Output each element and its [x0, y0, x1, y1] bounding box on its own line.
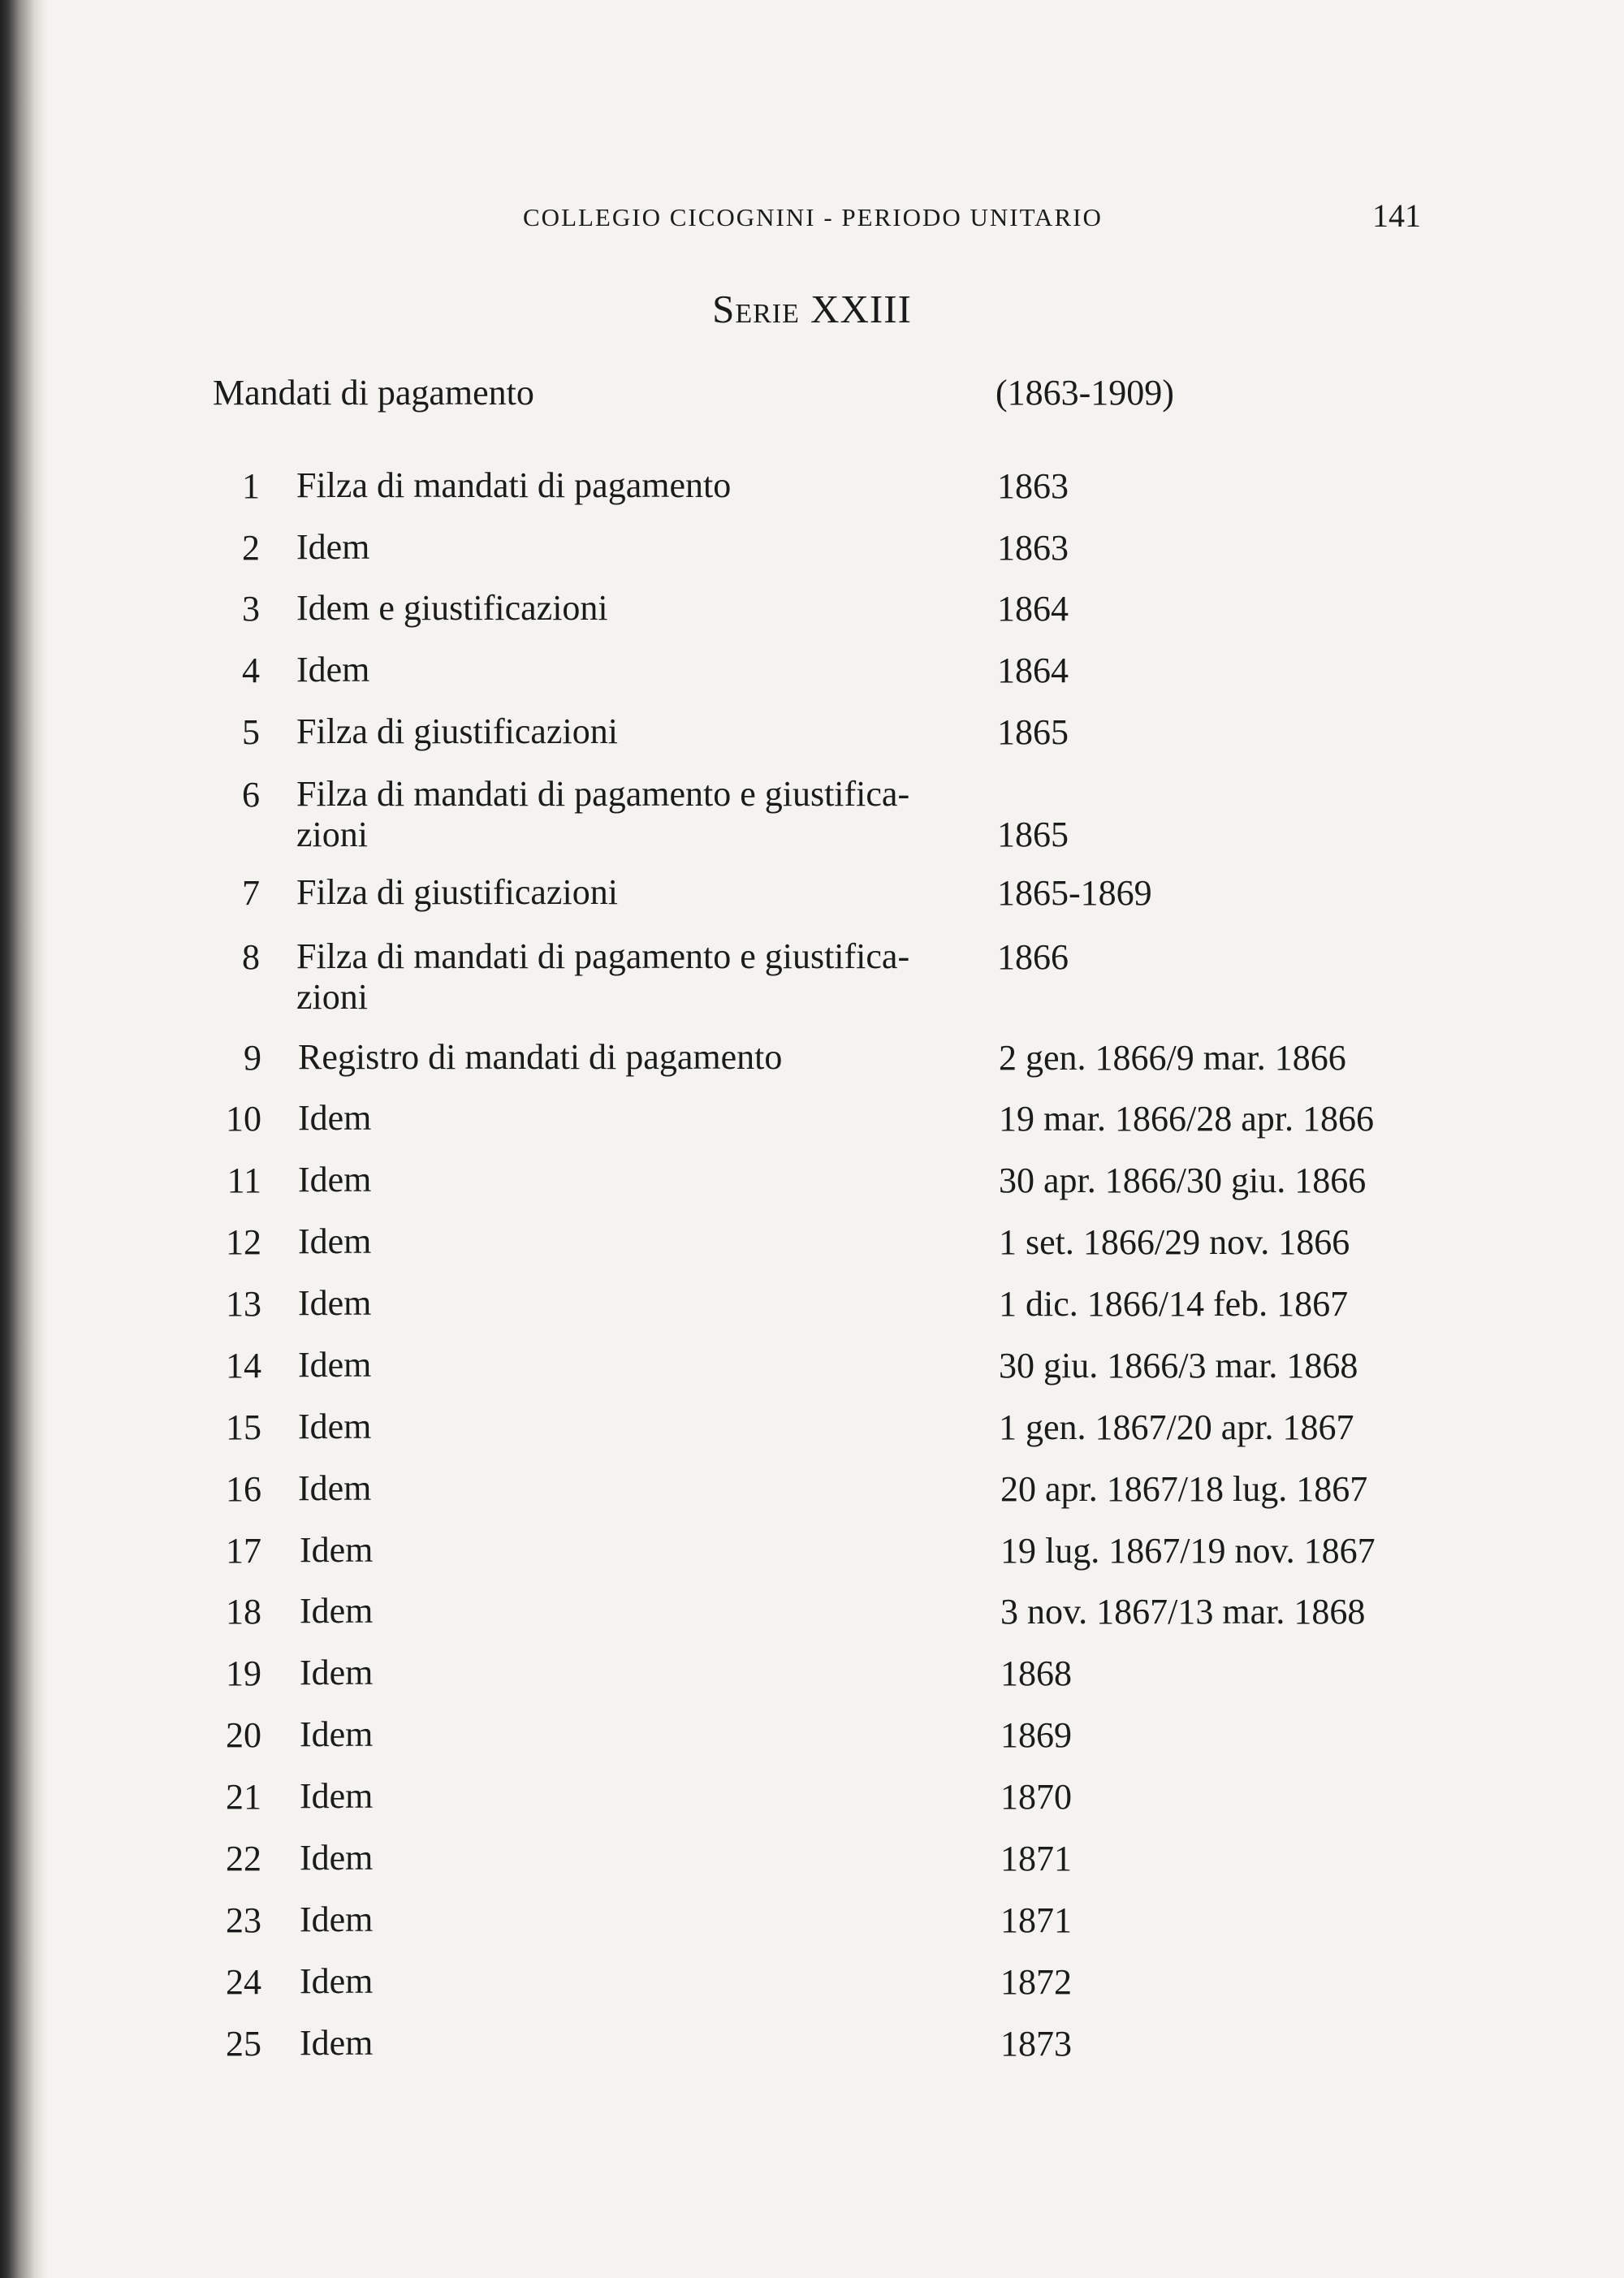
- entry-date: 1864: [997, 651, 1069, 690]
- entry-number: 22: [226, 1839, 261, 1878]
- entry-date: 19 mar. 1866/28 apr. 1866: [999, 1099, 1374, 1139]
- entry-number: 23: [226, 1900, 261, 1940]
- entry-date: 1 dic. 1866/14 feb. 1867: [999, 1284, 1349, 1324]
- entry-number: 25: [226, 2024, 261, 2064]
- section-title: Mandati di pagamento: [213, 373, 534, 413]
- entry-description: Idem: [300, 1961, 374, 2001]
- series-number: XXIII: [810, 287, 912, 331]
- running-head: COLLEGIO CICOGNINI - PERIODO UNITARIO: [523, 203, 1103, 231]
- entry-number: 14: [226, 1346, 261, 1385]
- entry-number: 1: [242, 466, 260, 506]
- entry-description: [296, 774, 1011, 855]
- series-label: Serie: [712, 287, 800, 331]
- entry-date: 1871: [1000, 1900, 1072, 1940]
- entry-date: 1866: [997, 937, 1069, 977]
- entry-description: Idem: [298, 1468, 372, 1508]
- entry-description: Idem: [298, 1160, 372, 1200]
- entry-description: Idem: [298, 1221, 372, 1261]
- entry-number: 7: [242, 873, 260, 913]
- entry-number: 16: [226, 1469, 261, 1509]
- entry-description: Idem: [298, 1283, 372, 1323]
- entry-date: 20 apr. 1867/18 lug. 1867: [1000, 1469, 1368, 1509]
- entry-description: Idem: [296, 650, 370, 689]
- entry-number: 10: [226, 1099, 261, 1139]
- entry-description: Idem: [300, 1838, 374, 1878]
- entry-description: Filza di giustificazioni: [296, 711, 618, 751]
- entry-description: Filza di giustificazioni: [296, 872, 618, 912]
- entry-number: 15: [226, 1407, 261, 1447]
- entry-description: Idem: [300, 2023, 374, 2063]
- entry-date: 1865: [997, 815, 1069, 854]
- series-title: [0, 286, 1624, 332]
- entry-number: 2: [242, 528, 260, 568]
- entry-description-line: Filza di mandati di pagamento e giustifica-: [296, 936, 910, 976]
- entry-description: Idem: [300, 1776, 374, 1816]
- entry-number: 19: [226, 1653, 261, 1693]
- entry-number: 24: [226, 1962, 261, 2002]
- entry-description: Idem: [300, 1900, 374, 1939]
- entry-description: Registro di mandati di pagamento: [298, 1037, 783, 1077]
- entry-description: [296, 936, 1011, 1018]
- entry-number: 20: [226, 1715, 261, 1755]
- entry-number: 21: [226, 1777, 261, 1817]
- entry-number: 11: [227, 1161, 261, 1200]
- entry-description: Idem: [300, 1653, 374, 1692]
- entry-description: Idem: [300, 1530, 374, 1570]
- entry-description: Idem: [300, 1591, 374, 1631]
- entry-description: Idem: [296, 527, 370, 567]
- entry-description-line: zioni: [296, 977, 368, 1017]
- section-date-range: (1863-1909): [996, 373, 1174, 413]
- entry-description: Filza di mandati di pagamento: [296, 465, 732, 505]
- entry-number: 4: [242, 651, 260, 690]
- entry-description-line: zioni: [296, 815, 368, 854]
- entry-number: 17: [226, 1531, 261, 1571]
- entry-date: 2 gen. 1866/9 mar. 1866: [999, 1038, 1346, 1078]
- entry-date: 3 nov. 1867/13 mar. 1868: [1000, 1592, 1366, 1632]
- entry-date: 1873: [1000, 2024, 1072, 2064]
- entry-date: 1872: [1000, 1962, 1072, 2002]
- entry-date: 1864: [997, 589, 1069, 629]
- entry-date: 30 giu. 1866/3 mar. 1868: [999, 1346, 1358, 1385]
- page-binding-edge: [0, 0, 47, 2278]
- entry-number: 13: [226, 1284, 261, 1324]
- entry-date: 1865-1869: [997, 873, 1152, 913]
- entry-date: 19 lug. 1867/19 nov. 1867: [1000, 1531, 1376, 1571]
- entry-date: 30 apr. 1866/30 giu. 1866: [999, 1161, 1367, 1200]
- entry-description: Idem e giustificazioni: [296, 588, 608, 628]
- entry-date: 1869: [1000, 1715, 1072, 1755]
- entry-description: Idem: [300, 1714, 374, 1754]
- entry-number: 12: [226, 1222, 261, 1262]
- entry-description: Idem: [298, 1098, 372, 1138]
- entry-date: 1865: [997, 712, 1069, 752]
- entry-description-line: Filza di mandati di pagamento e giustifica-: [296, 774, 910, 814]
- entry-date: 1 set. 1866/29 nov. 1866: [999, 1222, 1350, 1262]
- entry-date: 1871: [1000, 1839, 1072, 1878]
- entry-date: 1863: [997, 528, 1069, 568]
- entry-date: 1870: [1000, 1777, 1072, 1817]
- entry-description: Idem: [298, 1407, 372, 1446]
- page-number: 141: [1372, 197, 1421, 234]
- entry-number: 3: [242, 589, 260, 629]
- entry-number: 8: [242, 937, 260, 977]
- entry-date: 1 gen. 1867/20 apr. 1867: [999, 1407, 1354, 1447]
- entry-date: 1863: [997, 466, 1069, 506]
- entry-number: 5: [242, 712, 260, 752]
- entry-description: Idem: [298, 1345, 372, 1385]
- entry-number: 6: [242, 775, 260, 815]
- entry-date: 1868: [1000, 1653, 1072, 1693]
- entry-number: 9: [244, 1038, 261, 1078]
- entry-number: 18: [226, 1592, 261, 1632]
